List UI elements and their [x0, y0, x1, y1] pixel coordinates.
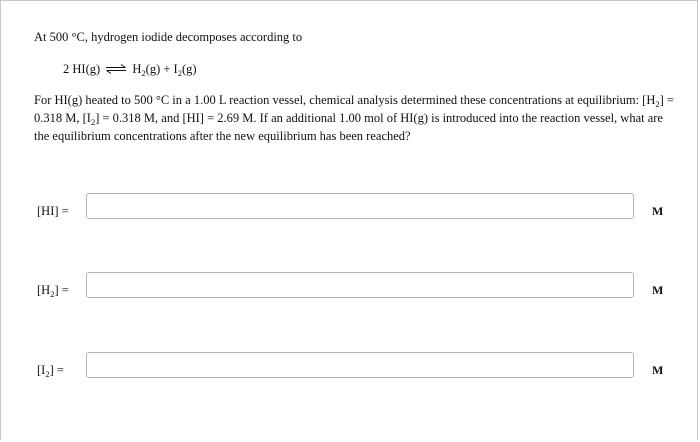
question-text-part-3: ] = 0.318 M, and [HI] = 2.69 M. If an additional 1.00 mol of HI(g) is introduced into the reaction vessel, what are the equilibrium concentrations after the new equilibrium has been reached? [34, 111, 663, 143]
h2-label-sub: 2 [50, 289, 55, 299]
i2-label-pre: [I [37, 363, 46, 377]
question-text-sub-1: 2 [655, 99, 660, 109]
question-text-sub-2: 2 [90, 117, 96, 127]
i2-label [37, 363, 64, 378]
h2-unit: M [652, 283, 664, 297]
reaction-product-i-state: (g) [181, 62, 197, 76]
h2-concentration-input[interactable] [86, 272, 634, 298]
reaction-reactant: 2 HI(g) [63, 62, 101, 76]
question-text [34, 91, 674, 145]
hi-concentration-input[interactable] [86, 193, 634, 219]
reaction-product-h: H [132, 62, 142, 76]
reaction-equation [63, 62, 197, 78]
h2-label [37, 283, 69, 298]
question-intro: At 500 °C, hydrogen iodide decomposes according to [34, 30, 303, 44]
h2-label-post: ] = [54, 283, 69, 297]
reaction-product-h-state: (g) + I [145, 62, 178, 76]
question-text-part-1: For HI(g) heated to 500 °C in a 1.00 L reaction vessel, chemical analysis determined these concentrations at equilibrium: [H [34, 93, 656, 107]
i2-concentration-input[interactable] [86, 352, 634, 378]
question-text-part-2: ] = 0.318 M, [I [34, 93, 674, 125]
hi-label: [HI] = [37, 204, 69, 218]
reaction-product-h-subscript: 2 [141, 68, 146, 78]
equilibrium-arrow-icon [105, 63, 127, 78]
i2-label-sub: 2 [45, 369, 50, 379]
h2-label-pre: [H [37, 283, 51, 297]
reaction-product-i-subscript: 2 [177, 68, 182, 78]
i2-unit: M [652, 363, 664, 377]
i2-label-post: ] = [49, 363, 64, 377]
hi-unit: M [652, 204, 664, 218]
